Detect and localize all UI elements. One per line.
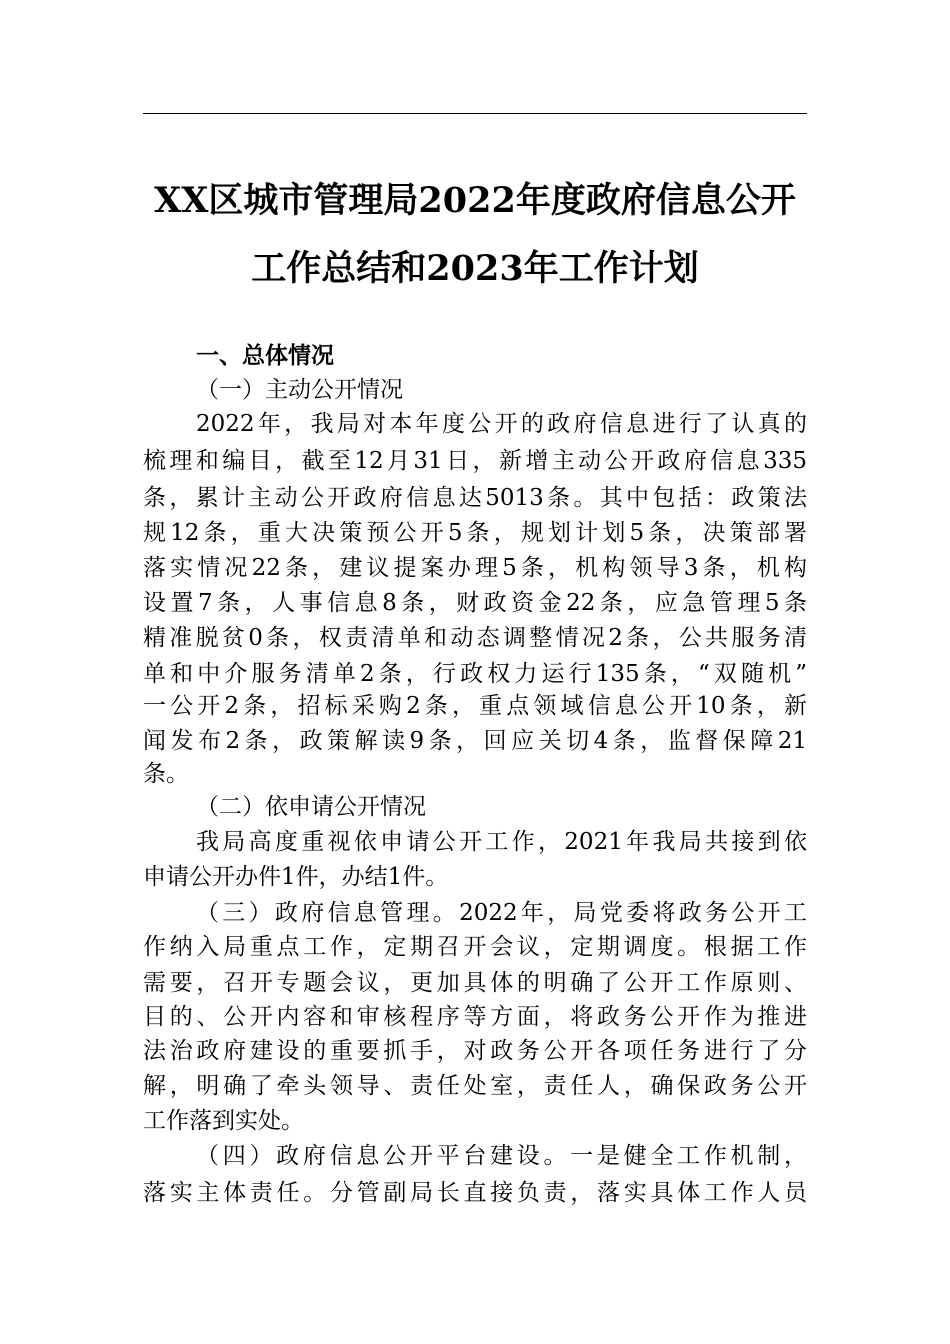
- paragraph-line: 落实情况22条，建议提案办理5条，机构领导3条，机构: [143, 555, 807, 581]
- paragraph-line: （四）政府信息公开平台建设。一是健全工作机制，: [196, 1143, 807, 1169]
- document-title-line-1: XX区城市管理局2022年度政府信息公开: [154, 180, 796, 221]
- paragraph-line: 设置7条，人事信息8条，财政资金22条，应急管理5条: [143, 590, 807, 616]
- paragraph-line: 需要，召开专题会议，更加具体的明确了公开工作原则、: [143, 970, 807, 996]
- paragraph-line: （三）政府信息管理。2022年，局党委将政务公开工: [196, 900, 807, 926]
- paragraph-line: 我局高度重视依申请公开工作，2021年我局共接到依: [196, 829, 807, 855]
- paragraph-line: 作纳入局重点工作，定期召开会议，定期调度。根据工作: [143, 934, 807, 960]
- paragraph-line: 精准脱贫0条，权责清单和动态调整情况2条，公共服务清: [143, 625, 807, 651]
- paragraph-line: 解，明确了牵头领导、责任处室，责任人，确保政务公开: [143, 1073, 807, 1099]
- paragraph-line: 法治政府建设的重要抓手，对政务公开各项任务进行了分: [143, 1038, 807, 1064]
- paragraph-line: 单和中介服务清单2条，行政权力运行135条，“双随机”: [143, 661, 807, 687]
- paragraph-line: 落实主体责任。分管副局长直接负责，落实具体工作人员: [143, 1180, 807, 1206]
- header-rule: [143, 113, 807, 114]
- document-title-line-2: 工作总结和2023年工作计划: [251, 248, 699, 289]
- paragraph-line: 一公开2条，招标采购2条，重点领域信息公开10条，新: [143, 693, 807, 719]
- section-heading: 一、总体情况: [196, 343, 334, 369]
- subsection-heading: （一）主动公开情况: [196, 377, 403, 403]
- paragraph-line: 2022年，我局对本年度公开的政府信息进行了认真的: [196, 411, 807, 437]
- paragraph-line: 规12条，重大决策预公开5条，规划计划5条，决策部署: [143, 520, 807, 546]
- paragraph-line: 条。: [143, 761, 189, 787]
- paragraph-line: 目的、公开内容和审核程序等方面，将政务公开作为推进: [143, 1004, 807, 1030]
- paragraph-line: 条，累计主动公开政府信息达5013条。其中包括：政策法: [143, 485, 807, 511]
- paragraph-line: 申请公开办件1件，办结1件。: [143, 864, 449, 890]
- paragraph-line: 工作落到实处。: [143, 1108, 304, 1134]
- paragraph-line: 梳理和编目，截至12月31日，新增主动公开政府信息335: [143, 448, 807, 474]
- paragraph-line: 闻发布2条，政策解读9条，回应关切4条，监督保障21: [143, 728, 807, 754]
- subsection-heading: （二）依申请公开情况: [196, 794, 426, 820]
